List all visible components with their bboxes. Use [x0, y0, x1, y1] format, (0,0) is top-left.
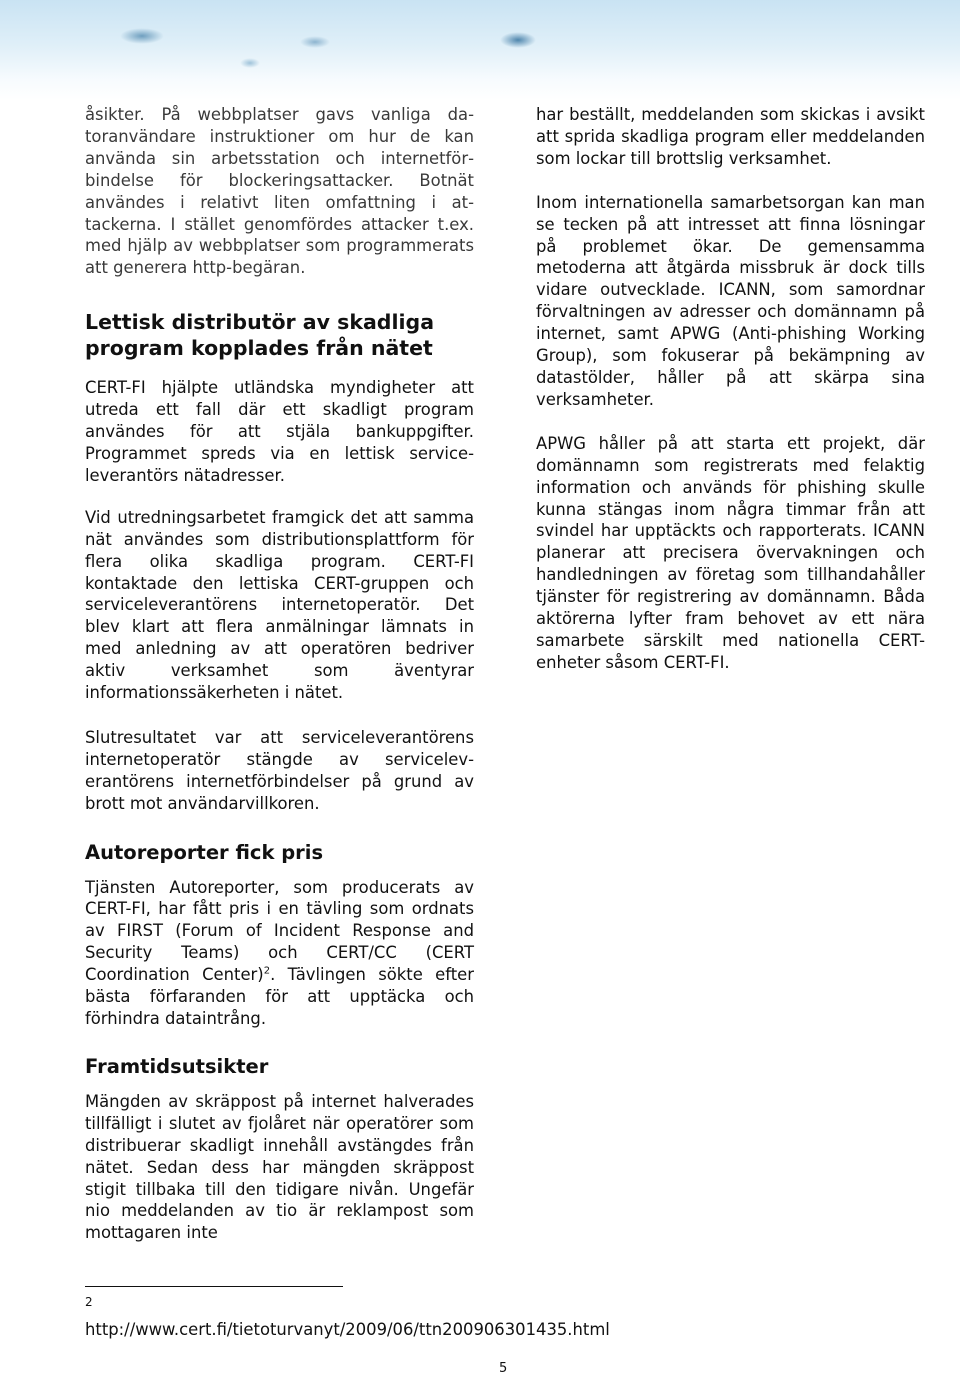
- banner-decoration: [500, 32, 536, 48]
- banner-decoration: [240, 58, 260, 68]
- left-column: [85, 104, 474, 1244]
- outlook-paragraph: Mängden av skräppost på internet halverades tillfälligt i slutet av fjolåret när operatörer som distribuerar skadligt innehåll avstängdes från nätet. Sedan dess har mängden skräppost stigit tillbaka till den tidigare nivån. Ungefär nio meddelanden av tio är reklampost som mottagaren inte: [85, 1091, 474, 1243]
- right-column: [536, 104, 925, 674]
- autoreporter-paragraph: [85, 877, 474, 1030]
- banner-decoration: [300, 36, 330, 48]
- footnote-separator: [85, 1286, 343, 1287]
- autoreporter-text-b: . Tävlingen sökte efter bästa förfaranden för att upptäcka och förhindra dataintrång.: [85, 965, 474, 1028]
- right-paragraph-3: APWG håller på att starta ett projekt, där domännamn som registrerats med felaktig information och används för phishing skulle kunna stängas inom några timmar från att svindel har upptäckts och rapporterats. ICANN planerar att precisera övervakningen och handledningen av företag som tillhandahåller tjänster för registrering av domännamn. Båda aktörerna lyfter fram behovet av ett nära samarbete särskilt med nationella CERT-enheter såsom CERT-FI.: [536, 433, 925, 672]
- latvia-paragraph-1: CERT-FI hjälpte utländska myndigheter att utreda ett fall där ett skadligt program användes för att stjäla bankuppgifter. Programmet spreds via en lettisk serviceleverantörs nätadresser.: [85, 378, 474, 485]
- autoreporter-text-a: Tjänsten Autoreporter, som producerats av CERT-FI, har fått pris i en tävling som ordnats av FIRST (Forum of Incident Response and Security Teams) och CERT/CC (CERT Coordination Center): [85, 877, 474, 985]
- heading-outlook: Framtidsutsikter: [85, 1054, 269, 1078]
- banner-decoration: [120, 28, 164, 44]
- heading-autoreporter: Autoreporter fick pris: [85, 840, 324, 864]
- latvia-paragraph-2: Vid utredningsarbetet framgick det att samma nät användes som distributionsplattform för flera olika skadliga program. CERT-FI kontaktade den lettiska CERT-gruppen och serviceleverantörens internetoperatör. Det blev klart att flera anmälningar lämnats in med anledning av att operatören bedriver aktiv verksamhet som äventyrar informationssäkerheten i nätet.: [85, 507, 474, 703]
- footnote-marker: 2: [85, 1295, 93, 1309]
- header-banner: [0, 0, 960, 100]
- footnote-url[interactable]: http://www.cert.fi/tietoturvanyt/2009/06/ttn200906301435.html: [85, 1320, 610, 1339]
- intro-paragraph: åsikter. På webbplatser gavs vanliga datoranvändare instruktioner om hur de kan använda sin arbetsstation och internetförbindelse för blockeringsattacker. Botnät användes i relativt liten omfattning i attackerna. I stället genomfördes attacker t.ex. med hjälp av webbplatser som programmerats att generera http-begäran.: [85, 105, 474, 278]
- footnote-reference[interactable]: 2: [263, 965, 271, 977]
- right-paragraph-1: har beställt, meddelanden som skickas i avsikt att sprida skadliga program eller meddelanden som lockar till brottslig verksamhet.: [536, 105, 925, 168]
- heading-latvian-distributor: Lettisk distributör av skadliga program kopplades från nätet: [85, 310, 435, 361]
- page-number: 5: [499, 1361, 508, 1376]
- right-paragraph-2: Inom internationella samarbetsorgan kan man se tecken på att intresset att finna lösningar på problemet ökar. De gemensamma metoderna att åtgärda missbruk är dock tills vidare outvecklade. ICANN, som samordnar förvaltningen av adresser och domännamn på internet, samt APWG (Anti-phishing Working Group), som fokuserar på bekämpning av datastölder, håller på att skärpa sina verksamheter.: [536, 192, 925, 409]
- latvia-paragraph-3: Slutresultatet var att serviceleverantörens internetoperatör stängde av serviceleverantörens internetförbindelser på grund av brott mot användarvillkoren.: [85, 727, 474, 813]
